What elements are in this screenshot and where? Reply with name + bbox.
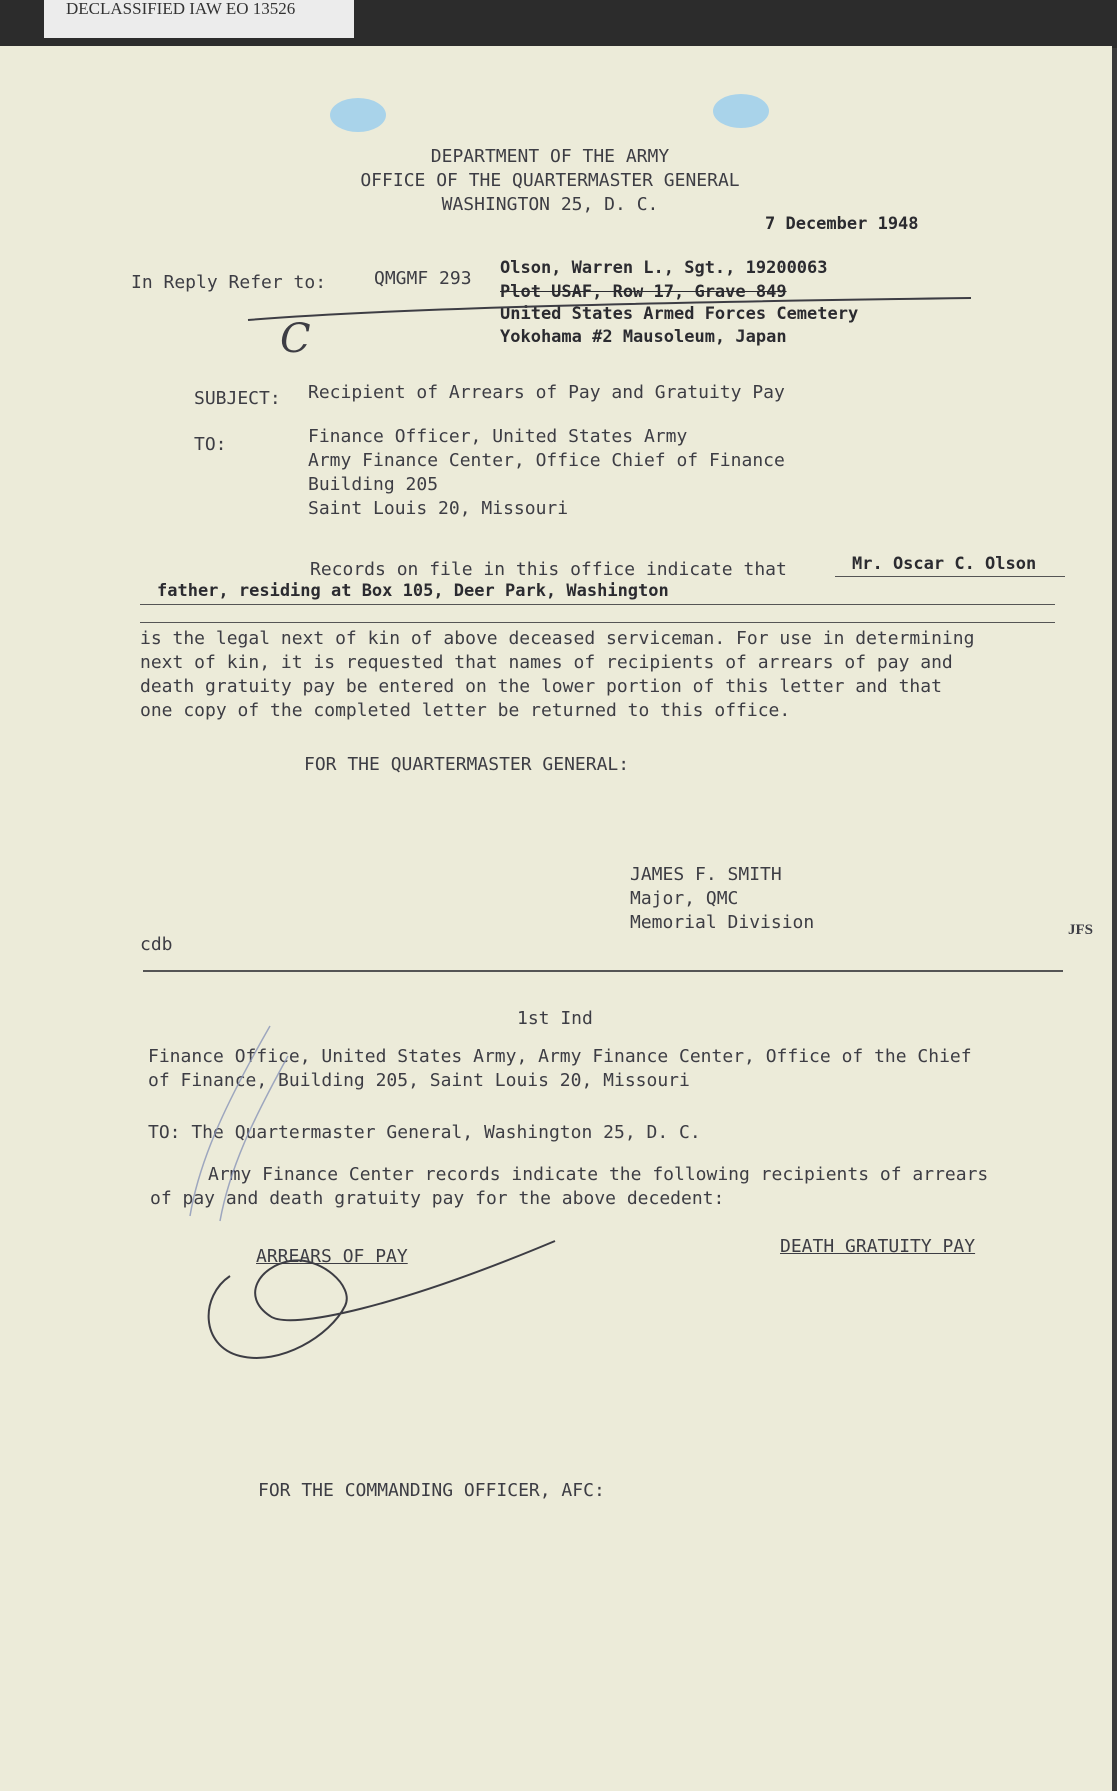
reply-label: In Reply Refer to: <box>131 272 327 293</box>
signer-name: JAMES F. SMITH <box>630 864 782 885</box>
handwritten-mark: C <box>280 316 311 362</box>
cemetery-name: United States Armed Forces Cemetery <box>500 304 859 324</box>
letterhead-line-1: DEPARTMENT OF THE ARMY <box>430 146 670 167</box>
punch-hole-left <box>330 98 386 132</box>
indorsement-body-2: of pay and death gratuity pay for the above decedent: <box>150 1188 725 1209</box>
next-of-kin-name: Mr. Oscar C. Olson <box>852 554 1037 574</box>
fill-line-1 <box>835 576 1065 577</box>
letter-date: 7 December 1948 <box>765 214 919 234</box>
to-line-2: Army Finance Center, Office Chief of Finance <box>308 450 785 471</box>
letter-sheet <box>0 46 1112 1791</box>
subject-label: SUBJECT: <box>194 388 281 409</box>
indorsement-to: TO: The Quartermaster General, Washington 25, D. C. <box>148 1122 701 1143</box>
records-body-2: next of kin, it is requested that names of recipients of arrears of pay and <box>140 652 953 673</box>
next-of-kin-address: father, residing at Box 105, Deer Park, Washington <box>157 581 669 601</box>
declassified-banner: DECLASSIFIED IAW EO 13526 <box>44 0 354 38</box>
indorsement-from-1: Finance Office, United States Army, Army Finance Center, Office of the Chief <box>148 1046 972 1067</box>
struck-plot-line: Plot USAF, Row 17, Grave 849 <box>500 282 787 302</box>
reply-code: QMGMF 293 <box>374 268 472 289</box>
commanding-officer-closing: FOR THE COMMANDING OFFICER, AFC: <box>258 1480 605 1501</box>
arrears-column-heading: ARREARS OF PAY <box>256 1246 408 1267</box>
cemetery-location: Yokohama #2 Mausoleum, Japan <box>500 327 787 347</box>
signer-rank: Major, QMC <box>630 888 739 909</box>
indorsement-from-2: of Finance, Building 205, Saint Louis 20, Missouri <box>148 1070 690 1091</box>
signer-division: Memorial Division <box>630 912 815 933</box>
records-body-3: death gratuity pay be entered on the lower portion of this letter and that <box>140 676 942 697</box>
to-line-4: Saint Louis 20, Missouri <box>308 498 569 519</box>
letterhead-line-2: OFFICE OF THE QUARTERMASTER GENERAL <box>360 170 740 191</box>
typist-initials: cdb <box>140 934 173 955</box>
fill-line-2 <box>140 604 1055 605</box>
fill-line-3 <box>140 622 1055 623</box>
to-line-1: Finance Officer, United States Army <box>308 426 688 447</box>
indorsement-body-1: Army Finance Center records indicate the following recipients of arrears <box>208 1164 989 1185</box>
section-divider <box>143 970 1063 972</box>
margin-initials: JFS <box>1068 922 1094 938</box>
to-label: TO: <box>194 434 227 455</box>
handwritten-loop-mark <box>200 1236 560 1366</box>
received-date-stamp <box>160 1006 300 1236</box>
indorsement-heading: 1st Ind <box>517 1008 593 1029</box>
to-line-3: Building 205 <box>308 474 439 495</box>
letterhead-line-3: WASHINGTON 25, D. C. <box>441 194 659 215</box>
records-body-4: one copy of the completed letter be returned to this office. <box>140 700 791 721</box>
handwritten-strike-line <box>246 286 976 326</box>
deceased-name: Olson, Warren L., Sgt., 19200063 <box>500 258 828 278</box>
gratuity-column-heading: DEATH GRATUITY PAY <box>780 1236 976 1257</box>
punch-hole-right <box>713 94 769 128</box>
subject-text: Recipient of Arrears of Pay and Gratuity Pay <box>308 382 785 403</box>
records-body-1: is the legal next of kin of above deceased serviceman. For use in determining <box>140 628 975 649</box>
records-intro: Records on file in this office indicate that <box>310 559 787 580</box>
closing-line: FOR THE QUARTERMASTER GENERAL: <box>304 754 630 775</box>
